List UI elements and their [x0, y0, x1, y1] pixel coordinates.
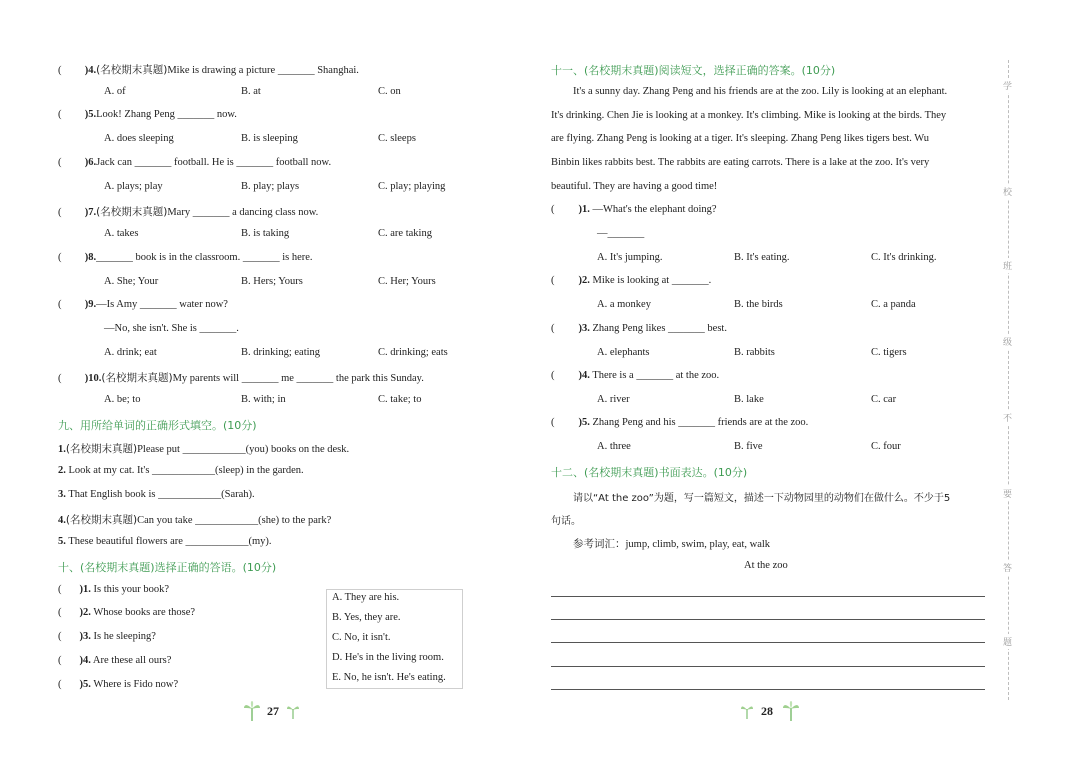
- question-text: —Is Amy _______ water now?: [96, 299, 228, 310]
- reading-q3: ( )3. Zhang Peng likes _______ best.: [551, 323, 727, 334]
- option-c[interactable]: C. are taking: [378, 228, 432, 239]
- mc-q7: ( )7.(名校期末真题)Mary _______ a dancing class now.: [58, 206, 319, 218]
- question-number: 10.: [88, 373, 102, 384]
- margin-char: 校: [1003, 184, 1012, 199]
- choice-d: D. He's in the living room.: [332, 652, 444, 663]
- question-number: 5.: [88, 109, 97, 120]
- question-text: Mike is drawing a picture _______ Shanghai.: [167, 65, 359, 76]
- passage-line: It's a sunny day. Zhang Peng and his friends are at the zoo. Lily is looking at an elephant.: [573, 86, 948, 97]
- option-b[interactable]: B. with; in: [241, 394, 286, 405]
- match-q2: ( )2. Whose books are those?: [58, 607, 196, 618]
- option-b[interactable]: B. rabbits: [734, 347, 775, 358]
- question-number: 7.: [88, 207, 97, 218]
- answer-paren[interactable]: (: [58, 109, 62, 120]
- writing-prompt: 请以“At the zoo”为题，写一篇短文，描述一下动物园里的动物们在做什么。不少于5: [573, 493, 951, 504]
- mc-q8: ( )8._______ book is in the classroom. _______ is here.: [58, 252, 313, 263]
- answer-paren[interactable]: (: [551, 370, 555, 381]
- question-number: 8.: [88, 252, 97, 263]
- question-text: Mary _______ a dancing class now.: [167, 207, 319, 218]
- question-text: My parents will _______ me _______ the park this Sunday.: [172, 373, 424, 384]
- option-c[interactable]: C. It's drinking.: [871, 252, 937, 263]
- reading-q4: ( )4. There is a _______ at the zoo.: [551, 370, 720, 381]
- option-c[interactable]: C. a panda: [871, 299, 916, 310]
- vocab-hint: 参考词汇：jump, climb, swim, play, eat, walk: [573, 539, 771, 550]
- answer-paren[interactable]: (: [58, 252, 62, 263]
- match-q4: ( )4. Are these all ours?: [58, 655, 172, 666]
- writing-line[interactable]: [551, 666, 985, 667]
- option-b[interactable]: B. the birds: [734, 299, 783, 310]
- source-tag: (名校期末真题): [96, 64, 168, 76]
- answer-paren[interactable]: (: [58, 655, 62, 666]
- option-c[interactable]: C. car: [871, 394, 897, 405]
- answer-paren[interactable]: (: [58, 607, 62, 618]
- option-a[interactable]: A. She; Your: [104, 276, 159, 287]
- option-c[interactable]: C. take; to: [378, 394, 422, 405]
- choice-e: E. No, he isn't. He's eating.: [332, 672, 446, 683]
- writing-line[interactable]: [551, 689, 985, 690]
- fill-q1: 1.(名校期末真题)Please put ____________(you) books on the desk.: [58, 443, 350, 455]
- reading-q2: ( )2. Mike is looking at _______.: [551, 275, 712, 286]
- answer-paren[interactable]: (: [551, 275, 555, 286]
- option-b[interactable]: B. lake: [734, 394, 764, 405]
- writing-line[interactable]: [551, 619, 985, 620]
- section-12-title: 十二、(名校期末真题)书面表达。(10分): [551, 466, 748, 479]
- source-tag: (名校期末真题): [65, 443, 138, 455]
- option-c[interactable]: C. Her; Yours: [378, 276, 436, 287]
- passage-line: beautiful. They are having a good time!: [551, 180, 718, 192]
- answer-paren[interactable]: (: [58, 679, 62, 690]
- option-c[interactable]: C. four: [871, 441, 901, 452]
- option-b[interactable]: B. is taking: [241, 228, 290, 239]
- option-a[interactable]: A. It's jumping.: [597, 252, 663, 263]
- mc-q5: ( )5.Look! Zhang Peng _______ now.: [58, 109, 237, 120]
- answer-paren[interactable]: (: [551, 323, 555, 334]
- option-c[interactable]: C. on: [378, 86, 401, 97]
- binding-line: [1008, 60, 1009, 700]
- fill-q4: 4.(名校期末真题)Can you take ____________(she) to the park?: [58, 514, 332, 526]
- question-text-line2: —No, she isn't. She is _______.: [104, 323, 239, 334]
- option-b[interactable]: B. five: [734, 441, 763, 452]
- choice-c: C. No, it isn't.: [332, 632, 391, 643]
- option-c[interactable]: C. tigers: [871, 347, 907, 358]
- mc-q6: ( )6.Jack can _______ football. He is _______ football now.: [58, 157, 332, 168]
- option-b[interactable]: B. play; plays: [241, 181, 300, 192]
- question-text-line2: —_______: [597, 228, 645, 239]
- source-tag: (名校期末真题): [101, 372, 173, 384]
- fill-q2: 2. Look at my cat. It's ____________(sleep) in the garden.: [58, 465, 304, 476]
- margin-char: 不: [1003, 410, 1012, 425]
- answer-paren[interactable]: (: [58, 631, 62, 642]
- mc-q4: ( )4.(名校期末真题)Mike is drawing a picture _______ Shanghai.: [58, 64, 359, 76]
- leaf-icon: [782, 700, 800, 722]
- fill-q3: 3. That English book is ____________(Sarah).: [58, 489, 255, 500]
- answer-paren[interactable]: (: [551, 417, 555, 428]
- margin-char: 班: [1003, 258, 1012, 273]
- answer-paren[interactable]: (: [551, 204, 555, 215]
- reading-q1: ( )1. —What's the elephant doing?: [551, 204, 717, 215]
- question-text: _______ book is in the classroom. _______ is here.: [96, 252, 313, 263]
- question-text: Look! Zhang Peng _______ now.: [96, 109, 237, 120]
- question-number: 4.: [88, 65, 97, 76]
- match-q1: ( )1. Is this your book?: [58, 584, 170, 595]
- fill-q5: 5. These beautiful flowers are ____________(my).: [58, 536, 272, 547]
- option-a[interactable]: A. be; to: [104, 394, 141, 405]
- answer-choices-box: [326, 589, 463, 689]
- leaf-icon: [286, 702, 300, 720]
- leaf-icon: [740, 702, 754, 720]
- writing-line[interactable]: [551, 596, 985, 597]
- answer-paren[interactable]: (: [58, 207, 62, 218]
- source-tag: (名校期末真题): [65, 514, 138, 526]
- passage-line: Binbin likes rabbits best. The rabbits are eating carrots. There is a lake at the zoo. It's very: [551, 157, 930, 169]
- mc-q9: ( )9.—Is Amy _______ water now?: [58, 299, 228, 310]
- option-a[interactable]: A. three: [597, 441, 631, 452]
- margin-char: 级: [1003, 334, 1012, 349]
- option-b[interactable]: B. at: [241, 86, 261, 97]
- answer-paren[interactable]: (: [58, 584, 62, 595]
- section-10-title: 十、(名校期末真题)选择正确的答语。(10分): [58, 561, 277, 574]
- margin-char: 要: [1003, 486, 1012, 501]
- page-number-right: 28: [761, 704, 773, 718]
- passage-line: It's drinking. Chen Jie is looking at a monkey. It's climbing. Mike is looking at the birds. They: [551, 109, 947, 121]
- option-b[interactable]: B. Hers; Yours: [241, 276, 303, 287]
- mc-q10: ( )10.(名校期末真题)My parents will _______ me _______ the park this Sunday.: [58, 372, 424, 384]
- question-number: 6.: [88, 157, 97, 168]
- reading-q5: ( )5. Zhang Peng and his _______ friends are at the zoo.: [551, 417, 809, 428]
- option-a[interactable]: A. a monkey: [597, 299, 651, 310]
- passage-line: are flying. Zhang Peng is looking at a tiger. It's sleeping. Zhang Peng likes tigers best. Wu: [551, 133, 930, 145]
- source-tag: (名校期末真题): [96, 206, 168, 218]
- option-a[interactable]: A. elephants: [597, 347, 650, 358]
- option-c[interactable]: C. drinking; eats: [378, 347, 448, 358]
- essay-title: At the zoo: [744, 560, 788, 571]
- choice-b: B. Yes, they are.: [332, 612, 401, 623]
- writing-prompt-line2: 句话。: [551, 516, 581, 527]
- margin-char: 题: [1003, 634, 1012, 649]
- option-b[interactable]: B. drinking; eating: [241, 347, 321, 358]
- writing-line[interactable]: [551, 642, 985, 643]
- margin-char: 答: [1003, 560, 1012, 575]
- option-a[interactable]: A. plays; play: [104, 181, 163, 192]
- reading-passage: [551, 80, 988, 199]
- margin-char: 学: [1003, 78, 1012, 93]
- match-q5: ( )5. Where is Fido now?: [58, 679, 179, 690]
- answer-paren[interactable]: (: [58, 65, 62, 76]
- option-a[interactable]: A. drink; eat: [104, 347, 157, 358]
- option-a[interactable]: A. of: [104, 86, 126, 97]
- question-text: Jack can _______ football. He is _______ football now.: [96, 157, 332, 168]
- option-a[interactable]: A. does sleeping: [104, 133, 174, 144]
- option-c[interactable]: C. sleeps: [378, 133, 416, 144]
- answer-paren[interactable]: (: [58, 157, 62, 168]
- answer-paren[interactable]: (: [58, 373, 62, 384]
- option-c[interactable]: C. play; playing: [378, 181, 446, 192]
- leaf-icon: [243, 700, 261, 722]
- choice-a: A. They are his.: [332, 592, 400, 603]
- section-11-title: 十一、(名校期末真题)阅读短文，选择正确的答案。(10分): [551, 64, 836, 77]
- option-a[interactable]: A. takes: [104, 228, 139, 239]
- option-b[interactable]: B. is sleeping: [241, 133, 298, 144]
- option-b[interactable]: B. It's eating.: [734, 252, 790, 263]
- page-number-left: 27: [267, 704, 279, 718]
- match-q3: ( )3. Is he sleeping?: [58, 631, 156, 642]
- section-9-title: 九、用所给单词的正确形式填空。(10分): [58, 419, 257, 432]
- answer-paren[interactable]: (: [58, 299, 62, 310]
- question-number: 9.: [88, 299, 97, 310]
- option-a[interactable]: A. river: [597, 394, 630, 405]
